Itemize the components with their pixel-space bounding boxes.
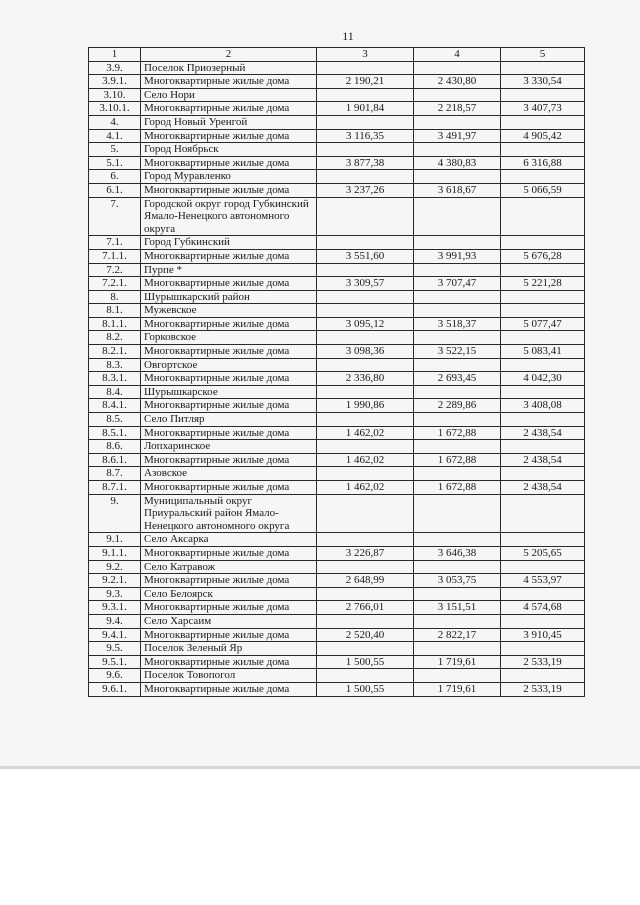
- row-number: 3.10.1.: [89, 102, 141, 116]
- value-col-4: 1 672,88: [414, 453, 501, 467]
- value-col-4: [414, 61, 501, 75]
- row-name: Многоквартирные жилые дома: [141, 372, 317, 386]
- value-col-5: [501, 467, 585, 481]
- value-col-5: 5 066,59: [501, 183, 585, 197]
- value-col-4: [414, 560, 501, 574]
- value-col-5: 3 407,73: [501, 102, 585, 116]
- value-col-4: [414, 614, 501, 628]
- value-col-4: 3 707,47: [414, 277, 501, 291]
- value-col-4: [414, 331, 501, 345]
- value-col-5: [501, 88, 585, 102]
- row-number: 8.5.1.: [89, 426, 141, 440]
- value-col-4: 1 672,88: [414, 481, 501, 495]
- column-header: 1: [89, 48, 141, 62]
- row-name: Многоквартирные жилые дома: [141, 183, 317, 197]
- row-number: 9.4.: [89, 614, 141, 628]
- row-number: 9.: [89, 494, 141, 533]
- page-number: 11: [342, 29, 354, 43]
- value-col-4: [414, 587, 501, 601]
- table-row: [89, 481, 585, 495]
- row-number: 7.: [89, 197, 141, 236]
- value-col-5: 4 042,30: [501, 372, 585, 386]
- row-number: 4.: [89, 115, 141, 129]
- row-name: Село Питляр: [141, 413, 317, 427]
- value-col-4: [414, 533, 501, 547]
- value-col-3: 3 095,12: [317, 317, 414, 331]
- value-col-5: 5 083,41: [501, 345, 585, 359]
- table-row: [89, 453, 585, 467]
- table-body: [89, 61, 585, 696]
- value-col-3: [317, 467, 414, 481]
- value-col-3: 2 520,40: [317, 628, 414, 642]
- row-number: 8.4.: [89, 385, 141, 399]
- value-col-5: [501, 587, 585, 601]
- table-row: [89, 358, 585, 372]
- row-name: Многоквартирные жилые дома: [141, 574, 317, 588]
- row-number: 3.9.: [89, 61, 141, 75]
- row-number: 7.1.: [89, 236, 141, 250]
- value-col-3: [317, 533, 414, 547]
- value-col-3: [317, 413, 414, 427]
- table-row: [89, 546, 585, 560]
- row-number: 8.4.1.: [89, 399, 141, 413]
- value-col-3: 1 500,55: [317, 682, 414, 696]
- table-row: [89, 372, 585, 386]
- value-col-5: [501, 440, 585, 454]
- value-col-4: [414, 236, 501, 250]
- row-name: Многоквартирные жилые дома: [141, 102, 317, 116]
- value-col-4: [414, 170, 501, 184]
- row-number: 7.2.1.: [89, 277, 141, 291]
- row-number: 7.2.: [89, 263, 141, 277]
- value-col-3: [317, 669, 414, 683]
- value-col-4: 3 491,97: [414, 129, 501, 143]
- row-name: Многоквартирные жилые дома: [141, 345, 317, 359]
- row-number: 6.1.: [89, 183, 141, 197]
- value-col-3: [317, 560, 414, 574]
- value-col-4: [414, 143, 501, 157]
- row-name: Азовское: [141, 467, 317, 481]
- value-col-3: 2 766,01: [317, 601, 414, 615]
- row-number: 8.3.: [89, 358, 141, 372]
- column-header: 3: [317, 48, 414, 62]
- value-col-3: [317, 304, 414, 318]
- row-number: 8.1.: [89, 304, 141, 318]
- table-row: [89, 183, 585, 197]
- value-col-3: [317, 642, 414, 656]
- row-number: 8.7.1.: [89, 481, 141, 495]
- value-col-5: 4 553,97: [501, 574, 585, 588]
- row-number: 9.1.: [89, 533, 141, 547]
- table-row: [89, 156, 585, 170]
- table-row: [89, 331, 585, 345]
- value-col-4: 2 693,45: [414, 372, 501, 386]
- value-col-4: [414, 385, 501, 399]
- row-name: Многоквартирные жилые дома: [141, 249, 317, 263]
- table-row: [89, 628, 585, 642]
- value-col-4: 3 518,37: [414, 317, 501, 331]
- row-name: Город Муравленко: [141, 170, 317, 184]
- table-row: [89, 440, 585, 454]
- value-col-4: 1 719,61: [414, 655, 501, 669]
- table-row: [89, 304, 585, 318]
- row-number: 8.: [89, 290, 141, 304]
- value-col-5: 4 574,68: [501, 601, 585, 615]
- row-number: 3.9.1.: [89, 75, 141, 89]
- table-row: [89, 399, 585, 413]
- row-number: 9.2.1.: [89, 574, 141, 588]
- row-name: Село Белоярск: [141, 587, 317, 601]
- value-col-5: 5 676,28: [501, 249, 585, 263]
- table-header-row: [89, 48, 585, 62]
- value-col-5: 2 438,54: [501, 453, 585, 467]
- row-name: Поселок Зеленый Яр: [141, 642, 317, 656]
- value-col-4: [414, 494, 501, 533]
- value-col-3: 1 901,84: [317, 102, 414, 116]
- row-name: Муниципальный округ Приуральский район Ямало-Ненецкого автономного округа: [141, 494, 317, 533]
- row-name: Многоквартирные жилые дома: [141, 453, 317, 467]
- row-number: 8.6.1.: [89, 453, 141, 467]
- row-name: Село Харсаим: [141, 614, 317, 628]
- table-row: [89, 290, 585, 304]
- value-col-5: 4 905,42: [501, 129, 585, 143]
- value-col-4: [414, 290, 501, 304]
- value-col-3: [317, 331, 414, 345]
- row-name: Городской округ город Губкинский Ямало-Ненецкого автономного округа: [141, 197, 317, 236]
- value-col-3: [317, 440, 414, 454]
- value-col-3: [317, 358, 414, 372]
- value-col-4: [414, 197, 501, 236]
- value-col-4: 3 522,15: [414, 345, 501, 359]
- row-name: Шурышкарский район: [141, 290, 317, 304]
- value-col-5: 3 408,08: [501, 399, 585, 413]
- value-col-3: 3 551,60: [317, 249, 414, 263]
- row-name: Многоквартирные жилые дома: [141, 156, 317, 170]
- row-number: 5.1.: [89, 156, 141, 170]
- value-col-3: [317, 290, 414, 304]
- row-number: 6.: [89, 170, 141, 184]
- row-name: Город Ноябрьск: [141, 143, 317, 157]
- row-name: Пурпе *: [141, 263, 317, 277]
- value-col-3: 3 116,35: [317, 129, 414, 143]
- value-col-5: [501, 115, 585, 129]
- column-header: 4: [414, 48, 501, 62]
- row-number: 9.3.: [89, 587, 141, 601]
- table-row: [89, 601, 585, 615]
- row-number: 8.2.: [89, 331, 141, 345]
- row-name: Село Нори: [141, 88, 317, 102]
- table-row: [89, 669, 585, 683]
- value-col-4: 2 289,86: [414, 399, 501, 413]
- value-col-3: 3 309,57: [317, 277, 414, 291]
- row-number: 9.6.: [89, 669, 141, 683]
- table-row: [89, 426, 585, 440]
- value-col-4: [414, 440, 501, 454]
- value-col-5: [501, 669, 585, 683]
- row-name: Многоквартирные жилые дома: [141, 317, 317, 331]
- value-col-3: 1 990,86: [317, 399, 414, 413]
- value-col-3: [317, 236, 414, 250]
- row-name: Многоквартирные жилые дома: [141, 481, 317, 495]
- table-row: [89, 533, 585, 547]
- row-name: Многоквартирные жилые дома: [141, 75, 317, 89]
- row-number: 8.7.: [89, 467, 141, 481]
- value-col-3: 3 226,87: [317, 546, 414, 560]
- value-col-5: 5 205,65: [501, 546, 585, 560]
- value-col-3: [317, 263, 414, 277]
- value-col-3: 2 336,80: [317, 372, 414, 386]
- value-col-3: [317, 143, 414, 157]
- table-row: [89, 682, 585, 696]
- row-name: Поселок Приозерный: [141, 61, 317, 75]
- value-col-5: [501, 358, 585, 372]
- value-col-3: [317, 385, 414, 399]
- row-name: Поселок Товопогол: [141, 669, 317, 683]
- row-name: Многоквартирные жилые дома: [141, 399, 317, 413]
- value-col-5: 5 221,28: [501, 277, 585, 291]
- value-col-4: 3 053,75: [414, 574, 501, 588]
- value-col-5: [501, 533, 585, 547]
- table-row: [89, 587, 585, 601]
- value-col-4: [414, 467, 501, 481]
- value-col-4: 2 218,57: [414, 102, 501, 116]
- row-number: 9.1.1.: [89, 546, 141, 560]
- row-name: Многоквартирные жилые дома: [141, 277, 317, 291]
- row-name: Село Аксарка: [141, 533, 317, 547]
- value-col-5: [501, 61, 585, 75]
- row-name: Многоквартирные жилые дома: [141, 601, 317, 615]
- value-col-4: [414, 115, 501, 129]
- value-col-4: 2 430,80: [414, 75, 501, 89]
- table-row: [89, 494, 585, 533]
- row-number: 8.5.: [89, 413, 141, 427]
- value-col-4: 2 822,17: [414, 628, 501, 642]
- row-name: Овгортское: [141, 358, 317, 372]
- value-col-5: [501, 263, 585, 277]
- value-col-4: 1 672,88: [414, 426, 501, 440]
- value-col-5: [501, 494, 585, 533]
- value-col-5: [501, 304, 585, 318]
- table-row: [89, 574, 585, 588]
- value-col-4: 3 646,38: [414, 546, 501, 560]
- column-header: 5: [501, 48, 585, 62]
- row-number: 4.1.: [89, 129, 141, 143]
- value-col-3: [317, 170, 414, 184]
- column-header: 2: [141, 48, 317, 62]
- value-col-3: 1 462,02: [317, 481, 414, 495]
- table-row: [89, 413, 585, 427]
- value-col-5: 2 438,54: [501, 426, 585, 440]
- value-col-4: 4 380,83: [414, 156, 501, 170]
- value-col-5: 2 533,19: [501, 655, 585, 669]
- value-col-4: [414, 642, 501, 656]
- row-name: Многоквартирные жилые дома: [141, 546, 317, 560]
- value-col-5: 3 910,45: [501, 628, 585, 642]
- row-name: Многоквартирные жилые дома: [141, 628, 317, 642]
- value-col-3: 1 462,02: [317, 426, 414, 440]
- value-col-5: [501, 560, 585, 574]
- value-col-5: [501, 413, 585, 427]
- value-col-5: 2 533,19: [501, 682, 585, 696]
- table-row: [89, 467, 585, 481]
- row-number: 8.2.1.: [89, 345, 141, 359]
- table-row: [89, 277, 585, 291]
- value-col-3: 3 098,36: [317, 345, 414, 359]
- table-row: [89, 170, 585, 184]
- row-number: 8.3.1.: [89, 372, 141, 386]
- value-col-4: 1 719,61: [414, 682, 501, 696]
- row-number: 8.6.: [89, 440, 141, 454]
- row-name: Шурышкарское: [141, 385, 317, 399]
- value-col-3: [317, 61, 414, 75]
- row-name: Лопхаринское: [141, 440, 317, 454]
- table-row: [89, 115, 585, 129]
- value-col-5: 3 330,54: [501, 75, 585, 89]
- value-col-4: [414, 669, 501, 683]
- value-col-4: 3 151,51: [414, 601, 501, 615]
- value-col-5: 2 438,54: [501, 481, 585, 495]
- table-row: [89, 236, 585, 250]
- value-col-4: 3 618,67: [414, 183, 501, 197]
- value-col-4: [414, 304, 501, 318]
- table-row: [89, 345, 585, 359]
- row-number: 3.10.: [89, 88, 141, 102]
- value-col-3: 1 462,02: [317, 453, 414, 467]
- page-edge: [0, 766, 640, 769]
- row-name: Многоквартирные жилые дома: [141, 129, 317, 143]
- value-col-3: 2 648,99: [317, 574, 414, 588]
- value-col-5: 5 077,47: [501, 317, 585, 331]
- value-col-3: 3 237,26: [317, 183, 414, 197]
- value-col-5: [501, 290, 585, 304]
- table-row: [89, 249, 585, 263]
- value-col-3: [317, 494, 414, 533]
- value-col-4: [414, 88, 501, 102]
- row-number: 9.2.: [89, 560, 141, 574]
- row-name: Мужевское: [141, 304, 317, 318]
- value-col-5: [501, 642, 585, 656]
- row-number: 7.1.1.: [89, 249, 141, 263]
- value-col-5: 6 316,88: [501, 156, 585, 170]
- table-row: [89, 129, 585, 143]
- table-row: [89, 263, 585, 277]
- row-number: 5.: [89, 143, 141, 157]
- row-name: Город Новый Уренгой: [141, 115, 317, 129]
- row-number: 9.5.1.: [89, 655, 141, 669]
- row-name: Многоквартирные жилые дома: [141, 682, 317, 696]
- value-col-5: [501, 236, 585, 250]
- value-col-3: 2 190,21: [317, 75, 414, 89]
- row-number: 9.3.1.: [89, 601, 141, 615]
- value-col-3: 3 877,38: [317, 156, 414, 170]
- value-col-4: 3 991,93: [414, 249, 501, 263]
- value-col-5: [501, 331, 585, 345]
- row-name: Горковское: [141, 331, 317, 345]
- table-row: [89, 143, 585, 157]
- value-col-5: [501, 197, 585, 236]
- value-col-4: [414, 358, 501, 372]
- value-col-3: [317, 614, 414, 628]
- table-row: [89, 385, 585, 399]
- table-row: [89, 317, 585, 331]
- value-col-5: [501, 385, 585, 399]
- value-col-3: [317, 587, 414, 601]
- row-number: 9.6.1.: [89, 682, 141, 696]
- value-col-5: [501, 170, 585, 184]
- table-row: [89, 614, 585, 628]
- table-row: [89, 61, 585, 75]
- table-row: [89, 197, 585, 236]
- row-name: Село Катравож: [141, 560, 317, 574]
- row-name: Город Губкинский: [141, 236, 317, 250]
- tariff-table: [88, 47, 585, 697]
- value-col-4: [414, 413, 501, 427]
- value-col-5: [501, 143, 585, 157]
- table-row: [89, 88, 585, 102]
- value-col-5: [501, 614, 585, 628]
- table-row: [89, 560, 585, 574]
- table-row: [89, 655, 585, 669]
- value-col-3: [317, 197, 414, 236]
- table-row: [89, 102, 585, 116]
- value-col-4: [414, 263, 501, 277]
- value-col-3: [317, 88, 414, 102]
- row-name: Многоквартирные жилые дома: [141, 426, 317, 440]
- value-col-3: 1 500,55: [317, 655, 414, 669]
- row-number: 8.1.1.: [89, 317, 141, 331]
- table-row: [89, 75, 585, 89]
- row-name: Многоквартирные жилые дома: [141, 655, 317, 669]
- row-number: 9.5.: [89, 642, 141, 656]
- value-col-3: [317, 115, 414, 129]
- row-number: 9.4.1.: [89, 628, 141, 642]
- table-row: [89, 642, 585, 656]
